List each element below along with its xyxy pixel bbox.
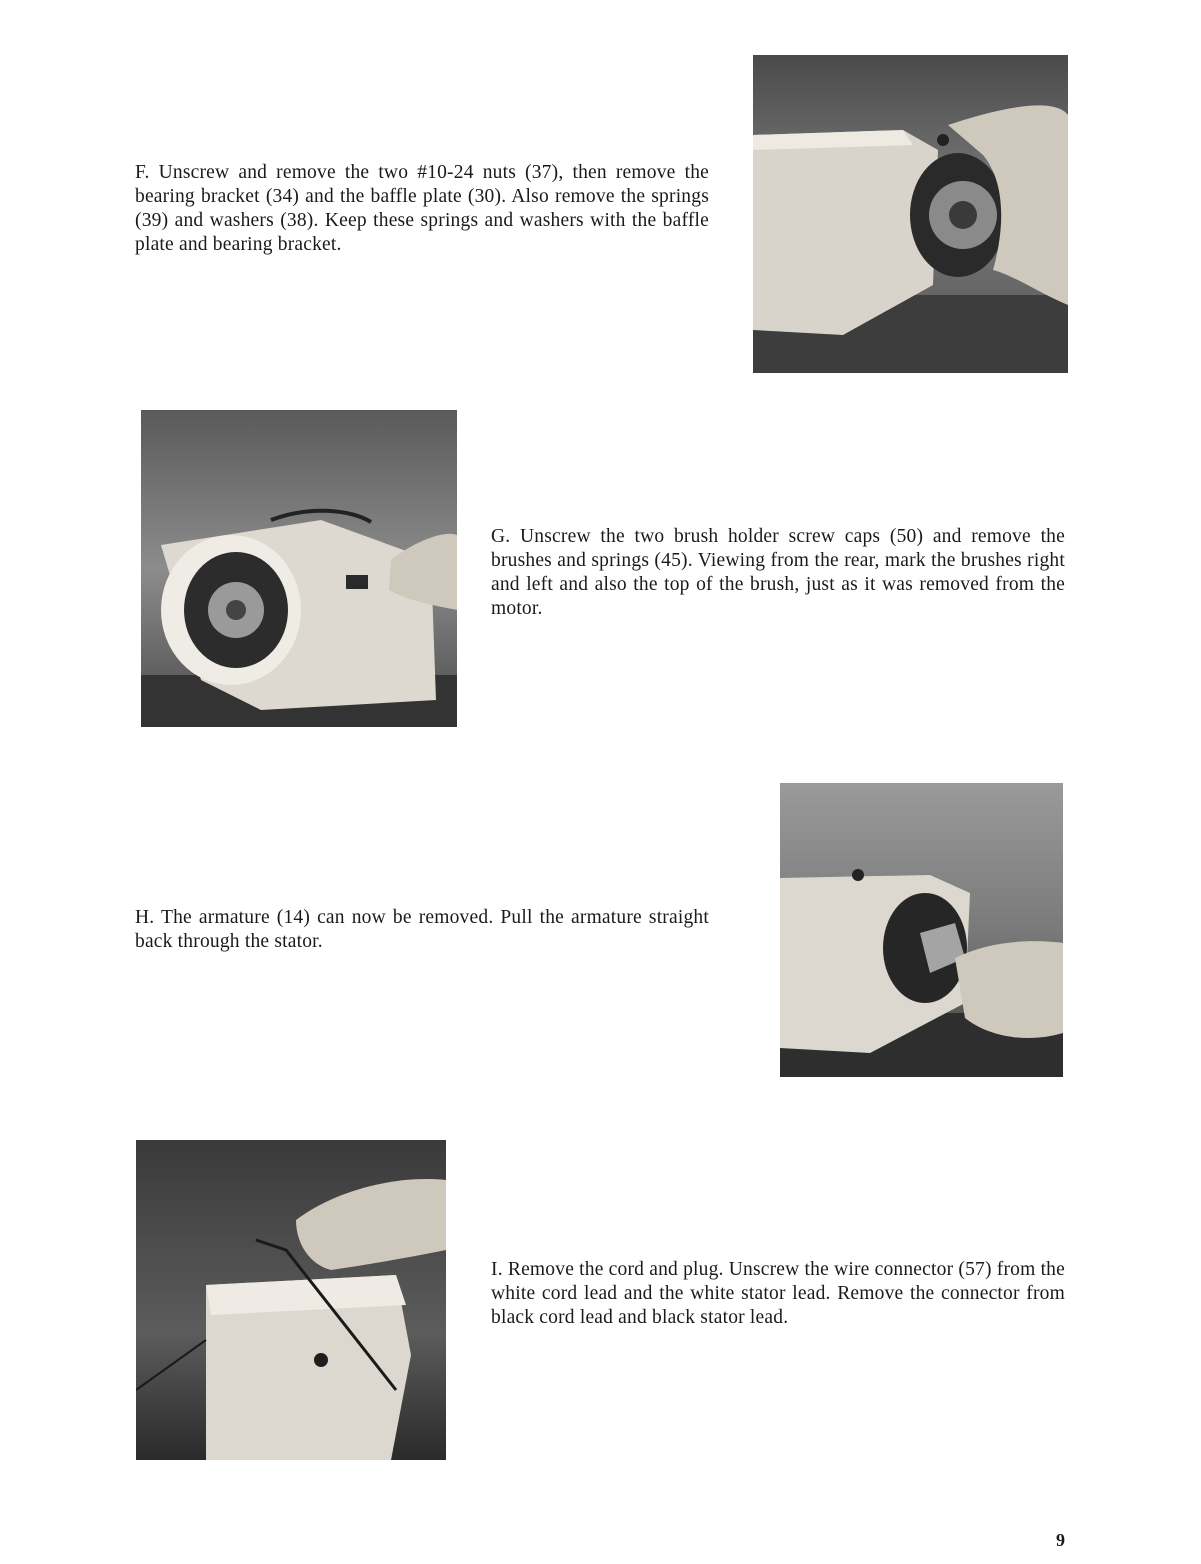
step-h-text: H. The armature (14) can now be removed. Pull the armature straight back through the stator. — [135, 907, 709, 952]
step-i-photo — [136, 1140, 446, 1460]
step-f-text: F. Unscrew and remove the two #10-24 nuts (37), then remove the bearing bracket (34) and the baffle plate (30). Also remove the springs (39) and washers (38). Keep these springs and washers with the baffle plate and bearing bracket. — [135, 162, 709, 255]
step-h-photo — [780, 783, 1063, 1077]
step-i-text: I. Remove the cord and plug. Unscrew the wire connector (57) from the white cord lead and the white stator lead. Remove the connector from black cord lead and black stator lead. — [491, 1259, 1065, 1328]
step-g-text: G. Unscrew the two brush holder screw caps (50) and remove the brushes and springs (45). Viewing from the rear, mark the brushes right and left and also the top of the brush, just as it was removed from the motor. — [491, 526, 1065, 619]
page-number: 9 — [1056, 1530, 1065, 1550]
step-g-photo — [141, 410, 457, 727]
step-f-photo — [753, 55, 1068, 373]
